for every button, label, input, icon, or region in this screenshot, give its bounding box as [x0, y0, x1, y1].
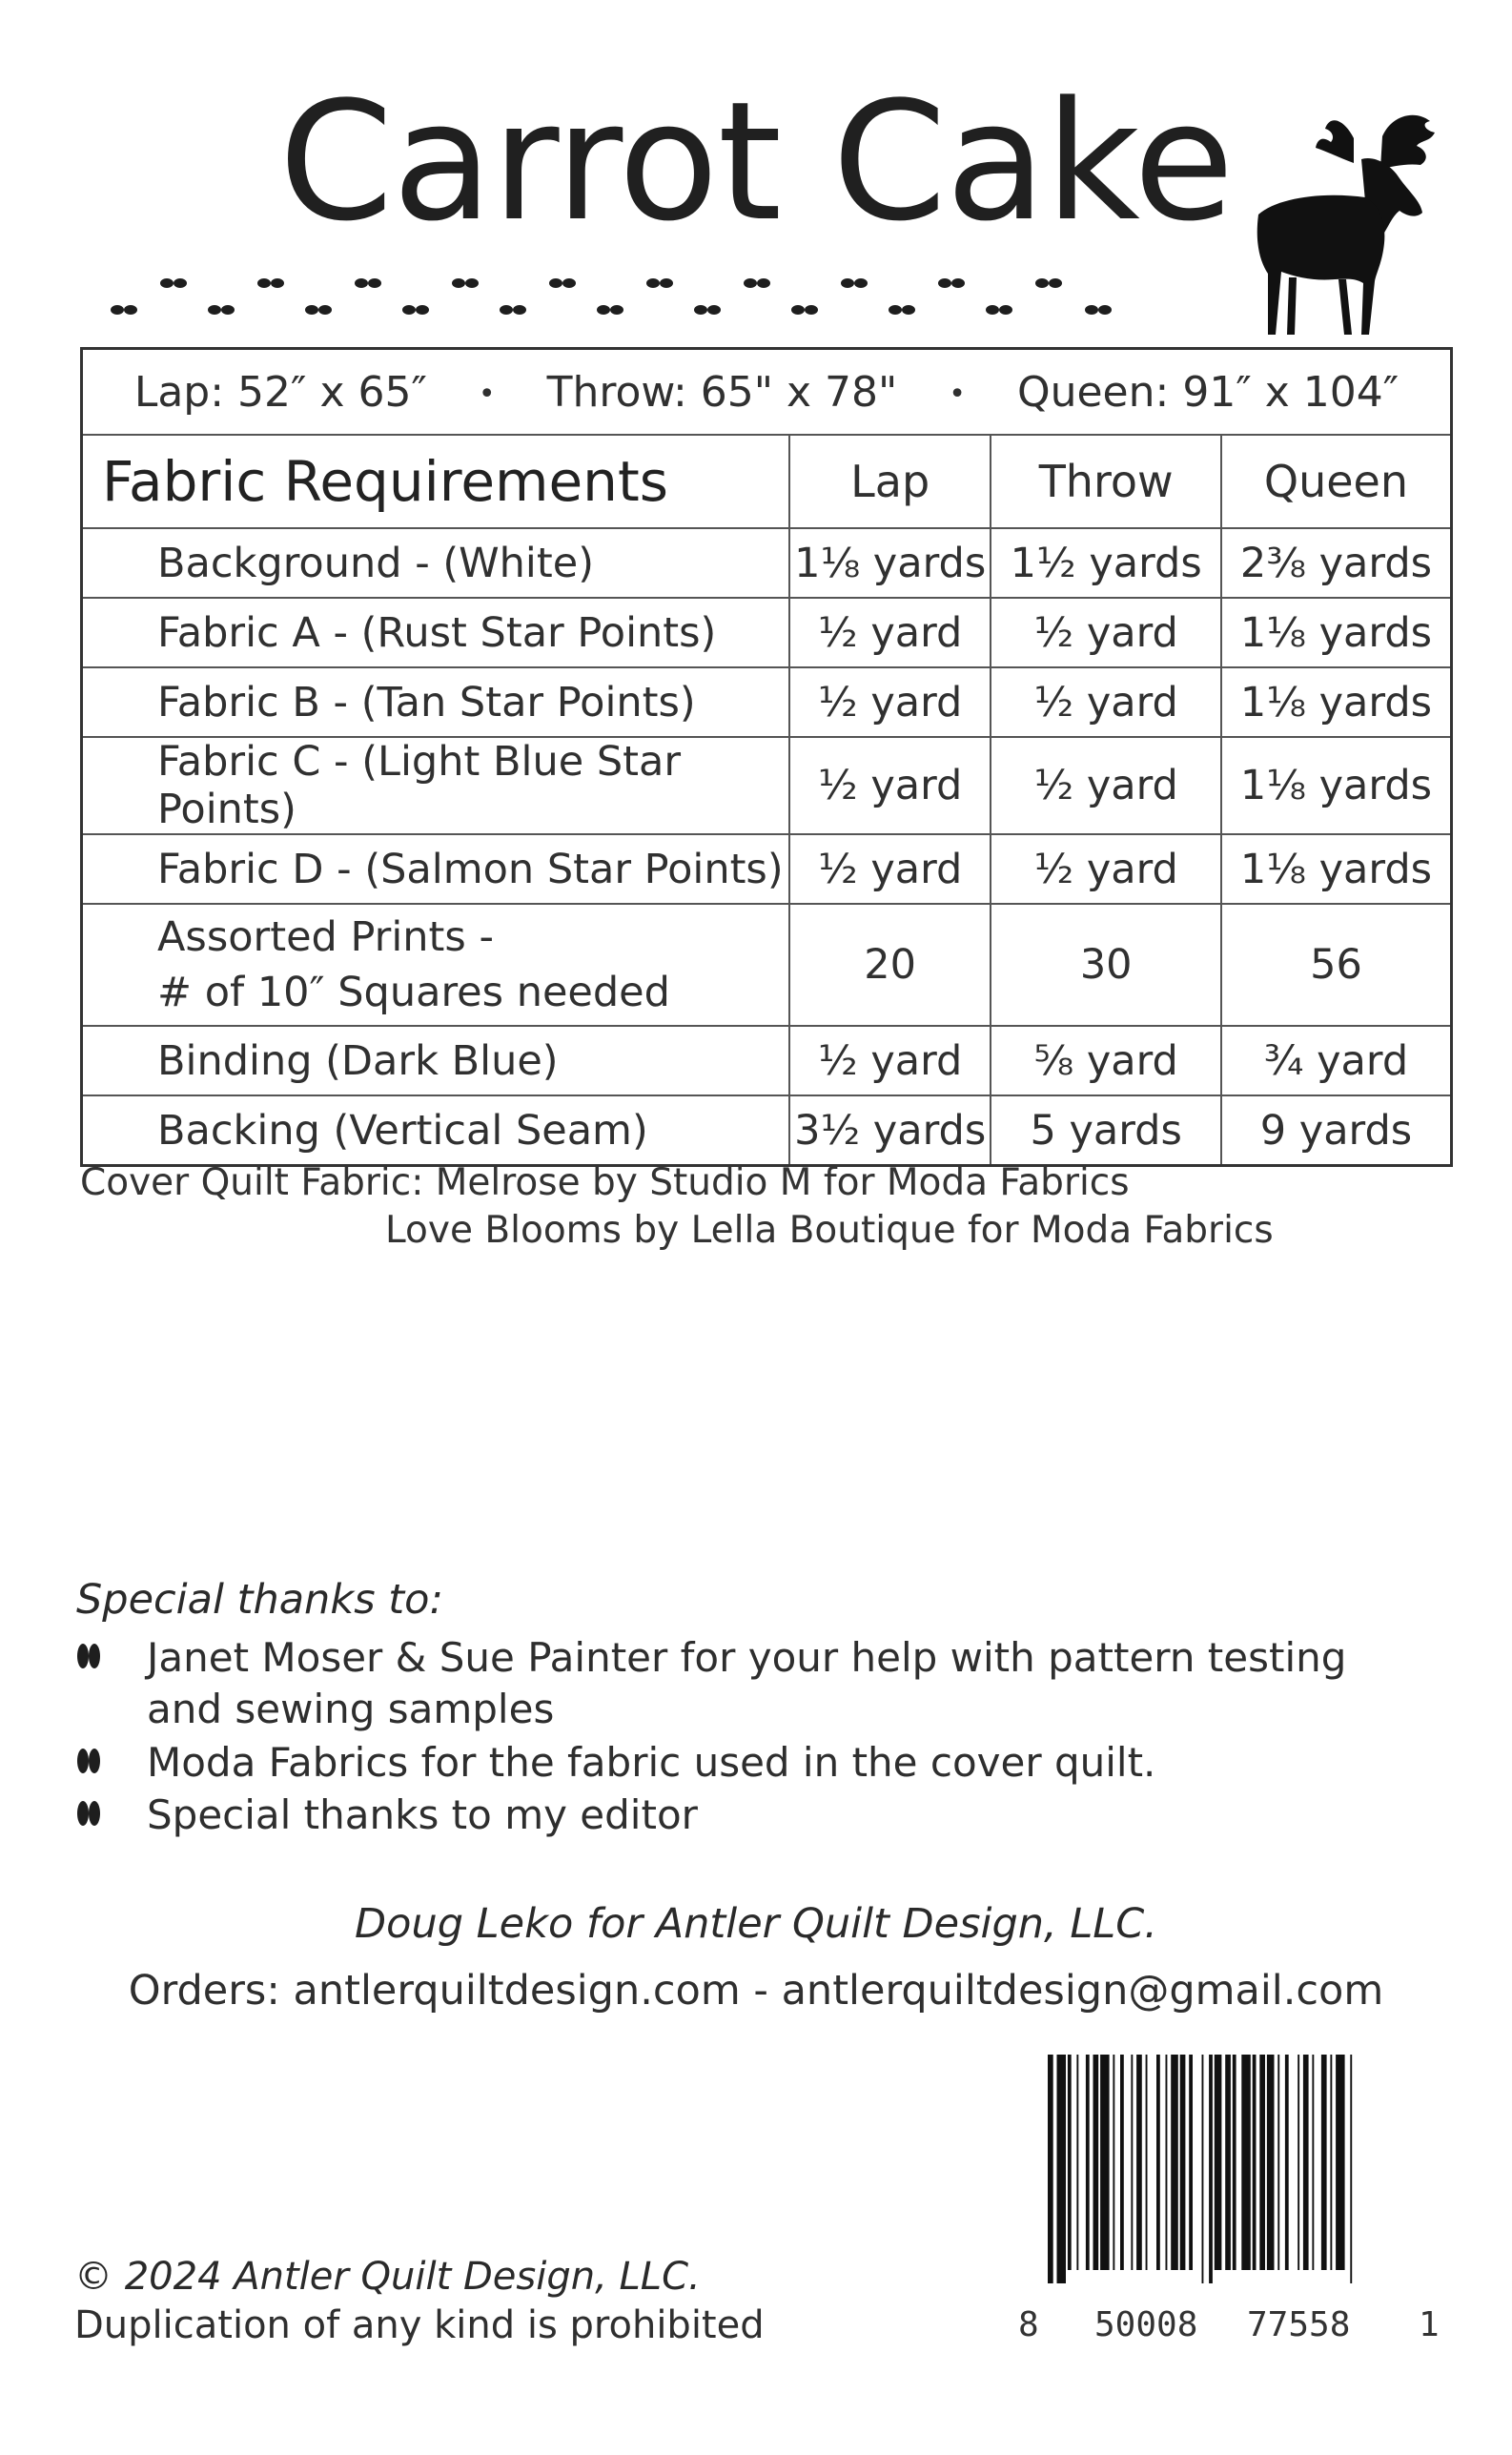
moose-icon: [1239, 110, 1468, 338]
cell-throw: ½ yard: [991, 737, 1221, 834]
barcode-bar: [1225, 2055, 1231, 2270]
cell-lap: ½ yard: [789, 598, 991, 667]
barcode-bar: [1146, 2055, 1148, 2270]
designer-signature: Doug Leko for Antler Quilt Design, LLC.: [355, 1900, 1157, 1948]
barcode-bar: [1086, 2055, 1090, 2270]
barcode-digit: 1: [1419, 2305, 1440, 2344]
barcode-bar: [1136, 2055, 1142, 2270]
column-header-lap: Lap: [789, 435, 991, 528]
cell-lap: ½ yard: [789, 737, 991, 834]
barcode-bar: [1171, 2055, 1178, 2270]
column-header-queen: Queen: [1221, 435, 1452, 528]
barcode-bar: [1297, 2055, 1299, 2270]
cover-fabric-line: Love Blooms by Lella Boutique for Moda Fabrics: [385, 1209, 1274, 1252]
cell-queen: 56: [1221, 904, 1452, 1026]
barcode-bar: [1113, 2055, 1114, 2270]
row-label: [82, 904, 789, 1026]
separator: •: [949, 378, 966, 411]
barcode-bar: [1312, 2055, 1314, 2270]
barcode-bar: [1285, 2055, 1289, 2270]
table-header-row: [82, 435, 1452, 528]
barcode-bar: [1277, 2055, 1279, 2270]
copyright: © 2024 Antler Quilt Design, LLC.: [74, 2255, 701, 2299]
cell-queen: 9 yards: [1221, 1095, 1452, 1166]
cell-throw: ½ yard: [991, 834, 1221, 904]
list-item: [76, 1737, 1156, 1789]
barcode-image: [1044, 2055, 1463, 2283]
row-label: Fabric B - (Tan Star Points): [82, 667, 789, 737]
hoof-tracks: [107, 270, 1146, 323]
cell-throw: 1½ yards: [991, 528, 1221, 598]
size-queen: Queen: 91″ x 104″: [1016, 367, 1400, 417]
table-row: [82, 598, 1452, 667]
thanks-heading: Special thanks to:: [76, 1576, 443, 1624]
cell-lap: ½ yard: [789, 667, 991, 737]
barcode-bar: [1202, 2055, 1204, 2283]
cell-queen: ¾ yard: [1221, 1026, 1452, 1095]
table-row: [82, 834, 1452, 904]
barcode-bar: [1120, 2055, 1124, 2270]
list-item: [76, 1632, 1347, 1732]
row-label: Fabric A - (Rust Star Points): [82, 598, 789, 667]
barcode-bar: [1100, 2055, 1110, 2270]
barcode-bar: [1233, 2055, 1236, 2270]
orders-contact: Orders: antlerquiltdesign.com - antlerquiltdesign@gmail.com: [128, 1967, 1384, 2015]
hoof-print-icon: [76, 1745, 101, 1777]
cell-throw: ½ yard: [991, 598, 1221, 667]
cell-lap: 1⅛ yards: [789, 528, 991, 598]
cell-lap: ½ yard: [789, 834, 991, 904]
hoof-print-icon: [76, 1640, 101, 1672]
barcode-bar: [1048, 2055, 1053, 2283]
barcode-bar: [1303, 2055, 1309, 2270]
cover-fabric-line: Cover Quilt Fabric: Melrose by Studio M for Moda Fabrics: [80, 1161, 1130, 1204]
table-row: [82, 1095, 1452, 1166]
barcode-bar: [1350, 2055, 1352, 2283]
row-label: Fabric C - (Light Blue Star Points): [82, 737, 789, 834]
barcode-bar: [1241, 2055, 1251, 2270]
thanks-text: Janet Moser & Sue Painter for your help with pattern testing and sewing samples: [147, 1634, 1347, 1732]
table-heading: Fabric Requirements: [82, 435, 789, 528]
duplication-notice: Duplication of any kind is prohibited: [74, 2303, 765, 2347]
barcode-bar: [1267, 2055, 1275, 2270]
barcode-bar: [1330, 2055, 1332, 2270]
thanks-text: Special thanks to my editor: [147, 1791, 698, 1838]
cell-queen: 1⅛ yards: [1221, 737, 1452, 834]
barcode-bar: [1180, 2055, 1186, 2270]
cell-lap: ½ yard: [789, 1026, 991, 1095]
barcode-digit: 8: [1018, 2305, 1039, 2344]
table-row: [82, 528, 1452, 598]
cell-queen: 1⅛ yards: [1221, 834, 1452, 904]
cell-lap: 3½ yards: [789, 1095, 991, 1166]
row-label-line: # of 10″ Squares needed: [157, 969, 670, 1016]
barcode-bar: [1057, 2055, 1067, 2283]
thanks-text: Moda Fabrics for the fabric used in the cover quilt.: [147, 1739, 1156, 1786]
cell-queen: 1⅛ yards: [1221, 598, 1452, 667]
size-throw: Throw: 65" x 78": [546, 367, 898, 417]
barcode-bar: [1156, 2055, 1160, 2270]
row-label: Binding (Dark Blue): [82, 1026, 789, 1095]
barcode-bar: [1093, 2055, 1099, 2270]
row-label-line: Assorted Prints -: [157, 913, 494, 961]
cell-throw: 30: [991, 904, 1221, 1026]
barcode-digits: 50008: [1094, 2305, 1198, 2344]
page-title: Carrot Cake: [278, 66, 1234, 257]
cell-throw: 5 yards: [991, 1095, 1221, 1166]
cell-throw: ½ yard: [991, 667, 1221, 737]
barcode-bar: [1189, 2055, 1193, 2270]
barcode-bar: [1076, 2055, 1078, 2270]
row-label: Fabric D - (Salmon Star Points): [82, 834, 789, 904]
fabric-requirements-table: [80, 347, 1453, 1167]
table-row: [82, 1026, 1452, 1095]
barcode-bar: [1336, 2055, 1345, 2270]
quilt-sizes: [82, 349, 1452, 436]
barcode-bar: [1253, 2055, 1257, 2270]
table-row: [82, 667, 1452, 737]
row-label: Background - (White): [82, 528, 789, 598]
table-row: [82, 737, 1452, 834]
barcode-bar: [1068, 2055, 1072, 2270]
size-lap: Lap: 52″ x 65″: [133, 367, 427, 417]
separator: •: [478, 378, 496, 411]
hoof-print-icon: [76, 1797, 101, 1830]
barcode-bar: [1209, 2055, 1213, 2283]
row-label: Backing (Vertical Seam): [82, 1095, 789, 1166]
barcode-bar: [1131, 2055, 1133, 2270]
quilt-sizes-row: [82, 349, 1452, 436]
barcode-digits: 77558: [1247, 2305, 1351, 2344]
cell-queen: 2⅜ yards: [1221, 528, 1452, 598]
barcode-bar: [1259, 2055, 1265, 2270]
barcode-bar: [1166, 2055, 1168, 2270]
column-header-throw: Throw: [991, 435, 1221, 528]
table-row: [82, 904, 1452, 1026]
barcode-bar: [1215, 2055, 1222, 2270]
cell-throw: ⅝ yard: [991, 1026, 1221, 1095]
list-item: [76, 1790, 698, 1841]
cell-lap: 20: [789, 904, 991, 1026]
cell-queen: 1⅛ yards: [1221, 667, 1452, 737]
barcode-bar: [1321, 2055, 1327, 2270]
